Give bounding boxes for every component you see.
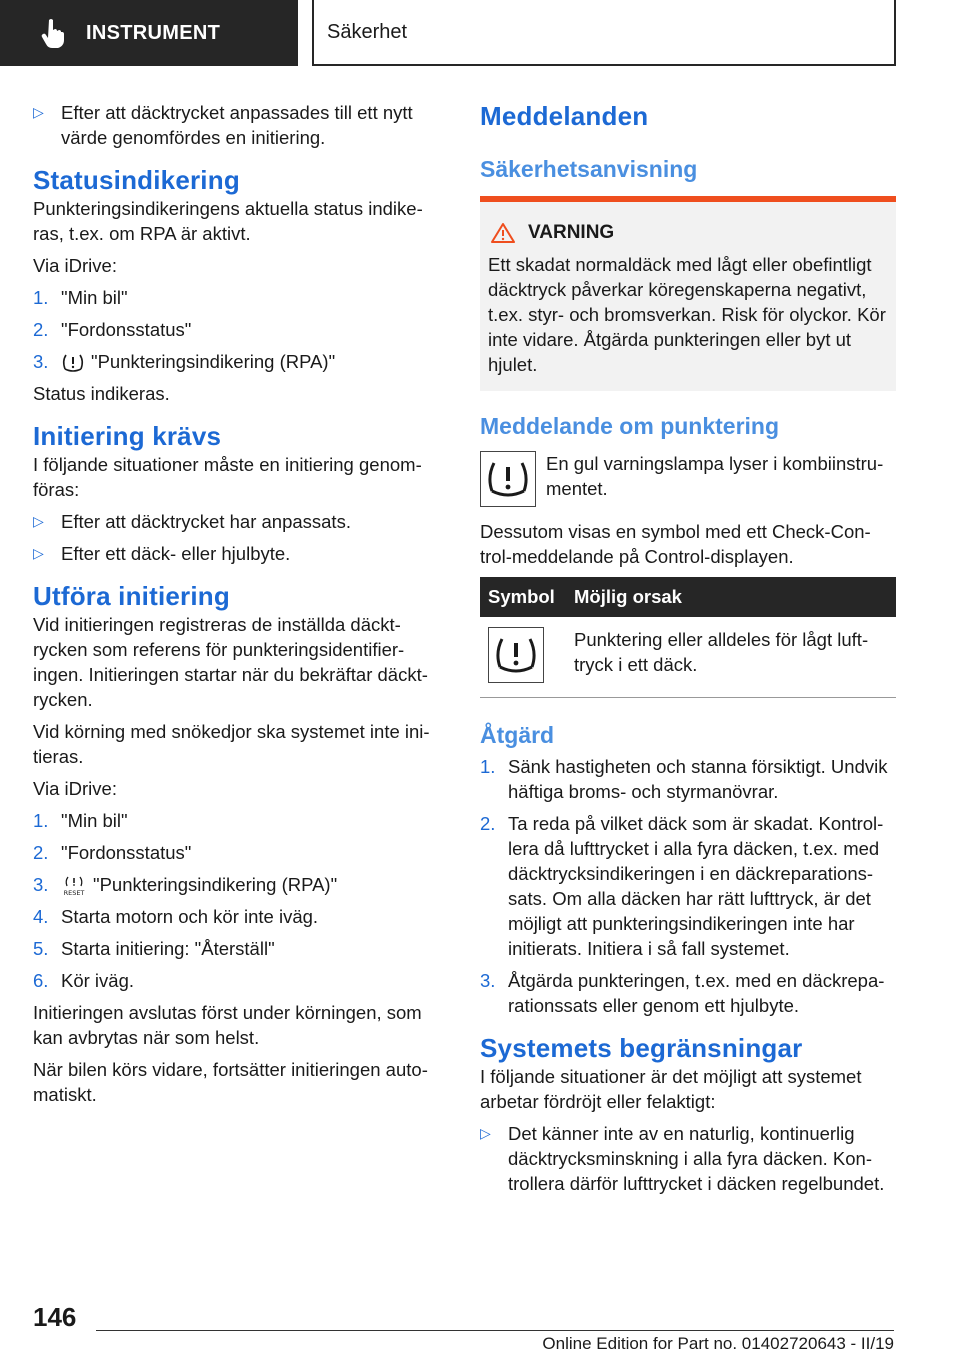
heading-safety: Säkerhetsanvisning <box>480 156 698 182</box>
paragraph: När bilen körs vidare, fortsätter initieringen automatiskt. <box>33 1059 428 1106</box>
limits-list <box>480 1121 896 1196</box>
list-item: ▷ Efter att däcktrycket anpassades till ett nytt värde genomfördes en initiering. <box>33 102 413 148</box>
puncture-warning-icon <box>488 627 544 683</box>
footer-divider <box>96 1330 894 1331</box>
paragraph: En gul varningslampa lyser i kombiinstrumentet. <box>546 453 884 499</box>
paragraph: Status indikeras. <box>33 383 170 405</box>
list-item: 6. Kör iväg. <box>33 970 135 992</box>
heading-status: Statusindikering <box>33 165 240 195</box>
table-header-cause: Möjlig orsak <box>566 577 896 617</box>
table-header-row <box>480 577 896 617</box>
paragraph: I följande situationer måste en initiering genomföras: <box>33 454 422 501</box>
list-item: 2. "Fordonsstatus" <box>33 842 192 864</box>
table-cell-symbol <box>480 617 566 698</box>
symbol-table <box>480 577 896 698</box>
page-header <box>0 0 960 66</box>
chapter-title: INSTRUMENT <box>86 21 221 44</box>
paragraph: Initieringen avslutas först under körningen, som kan avbrytas när som helst. <box>33 1002 422 1049</box>
list-item: ▷ Efter ett däck- eller hjulbyte. <box>33 543 291 565</box>
list-item: ▷ Efter att däcktrycket har anpassats. <box>33 511 351 533</box>
table-header-symbol: Symbol <box>480 577 566 617</box>
warning-text: Ett skadat normaldäck med lågt eller obefintligt däcktryck påverkar köregenskaperna negativt, t.ex. styr- och bromsverkan. Risk för olyckor. Kör inte vidare. Åtgärda punkteringen eller byt ut hjulet. <box>488 254 886 375</box>
heading-perform-init: Utföra initiering <box>33 581 230 612</box>
list-item: 3. RESET "Punkteringsindikering (RPA)" <box>33 874 338 898</box>
paragraph: Punkteringsindikeringens aktuella status indikeras, t.ex. om RPA är aktivt. <box>33 198 423 244</box>
list-item: 4. Starta motorn och kör inte iväg. <box>33 906 319 928</box>
paragraph: Dessutom visas en symbol med ett Check-Control-meddelande på Control-displayen. <box>480 521 871 567</box>
paragraph: I följande situationer är det möjligt att systemet arbetar fördröjt eller felaktigt: <box>480 1066 862 1112</box>
paragraph: Vid körning med snökedjor ska systemet inte initieras. <box>33 721 430 768</box>
list-item: 5. Starta initiering: "Återställ" <box>33 938 275 960</box>
list-item: 1. "Min bil" <box>33 287 128 308</box>
init-required-list <box>33 509 443 566</box>
paragraph: Via iDrive: <box>33 255 117 276</box>
triangle-bullet-icon: ▷ <box>33 104 44 120</box>
heading-puncture: Meddelande om punktering <box>480 413 780 439</box>
list-item: 1. "Min bil" <box>33 810 128 832</box>
page-number: 146 <box>33 1302 77 1332</box>
triangle-bullet-icon: ▷ <box>33 513 44 530</box>
perform-steps <box>33 808 443 993</box>
list-item: 3. "Punkteringsindikering (RPA)" <box>33 349 443 374</box>
table-cell-cause: Punktering eller alldeles för lågt lufttryck i ett däck. <box>566 617 896 698</box>
puncture-indicator <box>480 451 896 507</box>
page-footer <box>0 1290 960 1362</box>
chapter-tab <box>0 0 298 66</box>
puncture-warning-icon <box>480 451 536 507</box>
intro-list <box>33 100 443 150</box>
paragraph: Via iDrive: <box>33 778 117 800</box>
warning-triangle-icon <box>490 222 516 244</box>
right-column <box>480 100 896 1203</box>
table-row <box>480 617 896 698</box>
list-item: 2. Ta reda på vilket däck som är skadat. Kontrollera då lufttrycket i alla fyra däcken, t.ex. med däcktrycksindikeringen i en däckreparationssats. Om alla däcken har rätt lufttryck, är det möjligt att punkteringsindikeringen inte har initierats. Initiera i så fall systemet. <box>480 813 884 959</box>
edition-text: Online Edition for Part no. 01402720643 - II/19 <box>542 1334 894 1353</box>
heading-init-required: Initiering krävs <box>33 421 222 452</box>
heading-messages: Meddelanden <box>480 101 649 131</box>
section-title: Säkerhet <box>327 20 408 43</box>
warning-label: VARNING <box>528 222 615 243</box>
heading-action: Åtgärd <box>480 722 555 748</box>
action-steps <box>480 754 896 1018</box>
triangle-bullet-icon: ▷ <box>33 545 44 562</box>
section-tab <box>312 0 896 66</box>
paragraph: Vid initieringen registreras de inställda däcktrycken som referens för punkteringsidentifieringen. Initieringen startar när du bekräftar däcktrycken. <box>33 614 428 711</box>
warning-box <box>480 196 896 391</box>
triangle-bullet-icon: ▷ <box>480 1125 491 1141</box>
hand-pointer-icon <box>40 18 66 48</box>
list-item: 1. Sänk hastigheten och stanna försiktigt. Undvik häftiga broms- och styrmanövrar. <box>480 756 888 802</box>
left-column <box>33 100 443 1114</box>
list-item: 3. Åtgärda punkteringen, t.ex. med en däckreparationssats eller genom ett hjulbyte. <box>480 970 885 1016</box>
reset-label: RESET <box>63 889 85 898</box>
tire-pressure-icon <box>61 352 85 374</box>
heading-limits: Systemets begränsningar <box>480 1033 803 1063</box>
tire-reset-icon <box>61 875 87 897</box>
list-item: 2. "Fordonsstatus" <box>33 319 192 340</box>
list-item: ▷ Det känner inte av en naturlig, kontinuerlig däcktrycksminskning i alla fyra däcken. Kontrollera därför lufttrycket i däcken regelbundet. <box>480 1123 885 1194</box>
status-steps <box>33 285 443 374</box>
